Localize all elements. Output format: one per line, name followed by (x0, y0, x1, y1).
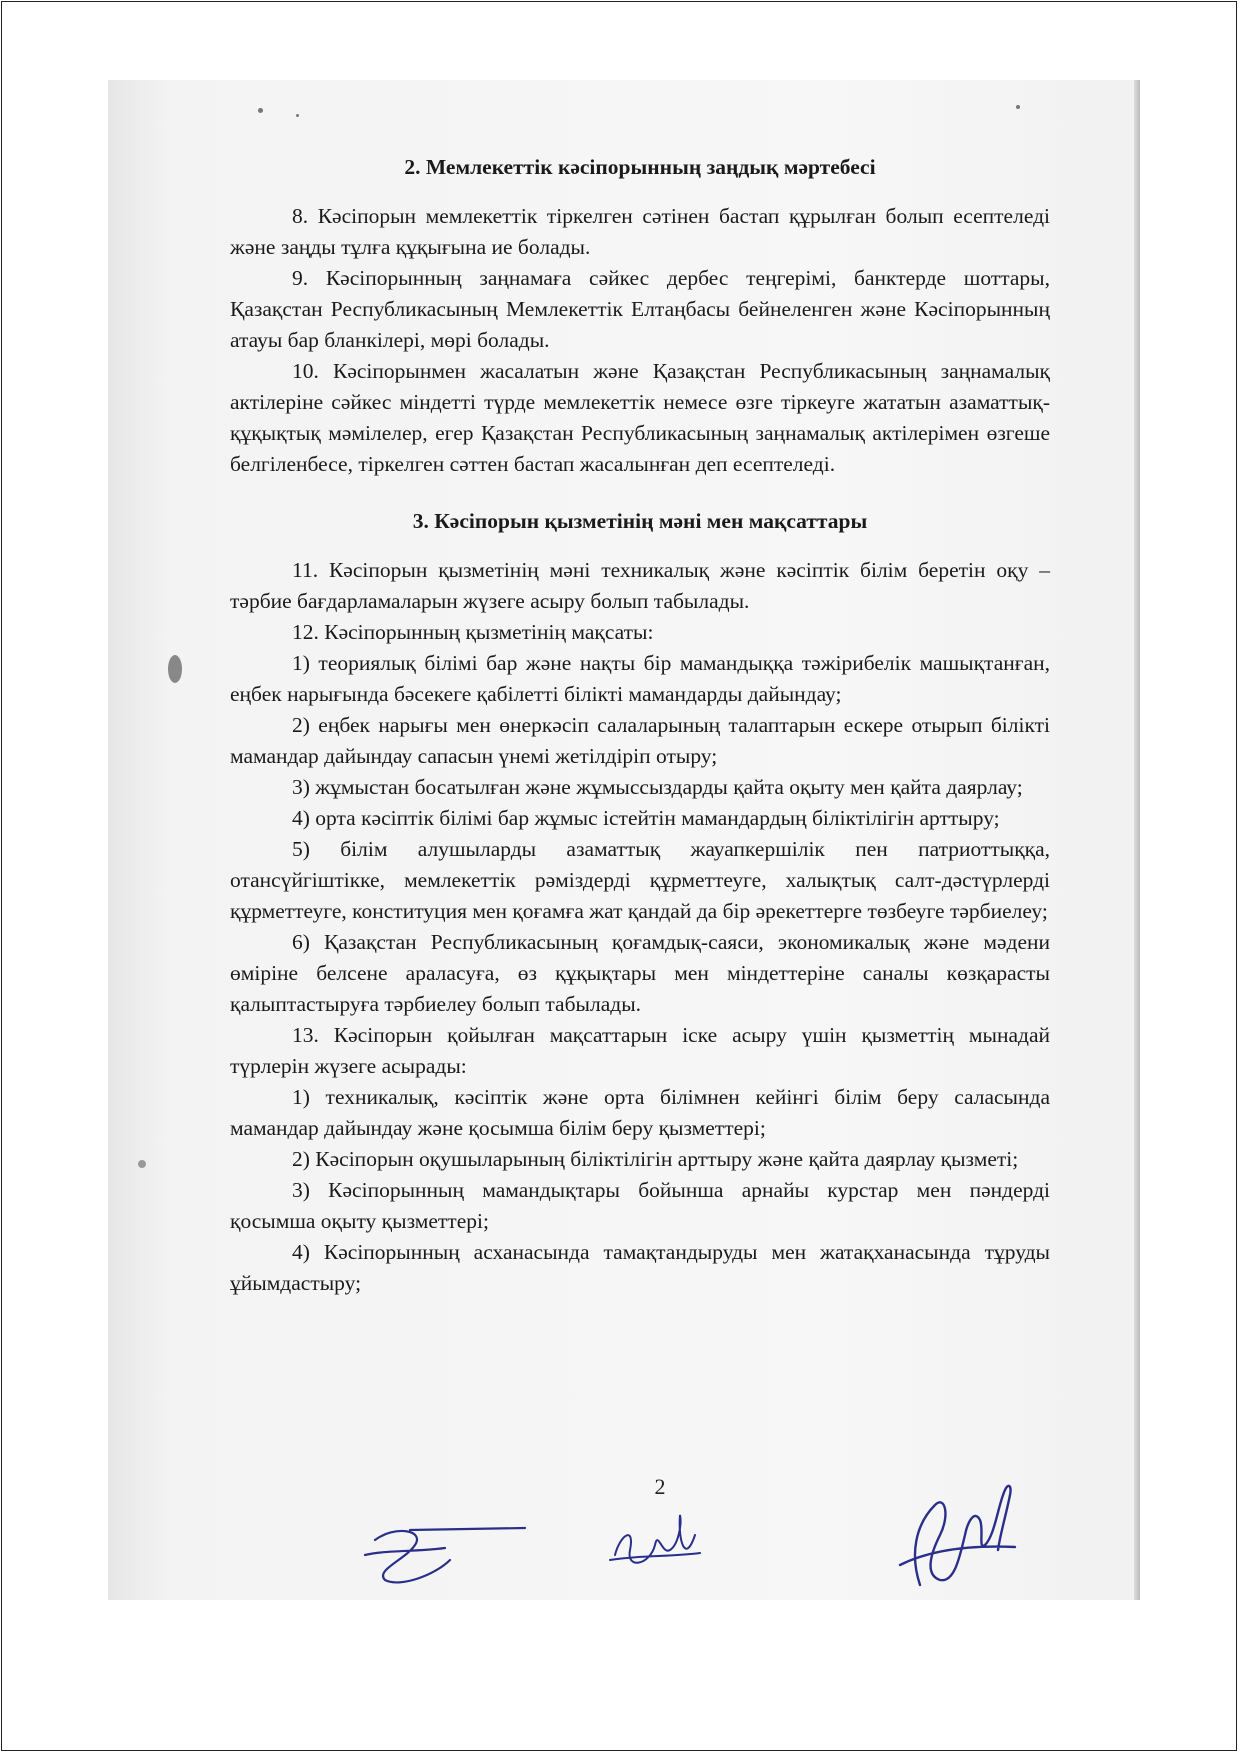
paragraph-13-item-4: 4) Кәсіпорынның асханасында тамақтандыруды мен жатақханасында тұруды ұйымдастыру; (230, 1240, 1050, 1295)
paragraph-10: 10. Кәсіпорынмен жасалатын және Қазақстан Республикасының заңнамалық актілеріне сәйкес міндетті түрде мемлекеттік немесе өзге тіркеуге жататын азаматтық-құқықтық мәмілелер, егер Қазақстан Республикасының заңнамалық актілерімен өзгеше белгіленбесе, тіркелген сәттен бастап жасалынған деп есептеледі. (230, 359, 1050, 476)
section-2-heading: 2. Мемлекеттік кәсіпорынның заңдық мәртебесі (404, 155, 876, 179)
signature-left (355, 1500, 535, 1590)
paragraph-9: 9. Кәсіпорынның заңнамаға сәйкес дербес теңгерімі, банктерде шоттары, Қазақстан Республикасының Мемлекеттік Елтаңбасы бейнеленген және Кәсіпорынның атауы бар бланкілері, мөрі болады. (230, 266, 1050, 352)
paragraph-13-item-3: 3) Кәсіпорынның мамандықтары бойынша арнайы курстар мен пәндерді қосымша оқыту қызметтері; (230, 1178, 1050, 1233)
paragraph-12-item-1: 1) теориялық білімі бар және нақты бір мамандыққа тәжірибелік машықтанған, еңбек нарығында бәсекеге қабілетті білікті мамандарды дайындау; (230, 651, 1050, 706)
paragraph-13-item-1: 1) техникалық, кәсіптік және орта білімнен кейінгі білім беру саласында мамандар дайындау және қосымша білім беру қызметтері; (230, 1085, 1050, 1140)
scan-speck (1016, 105, 1020, 109)
paragraph-8: 8. Кәсіпорын мемлекеттік тіркелген сәтінен бастап құрылған болып есептеледі және заңды тұлға құқығына ие болады. (230, 204, 1050, 259)
paragraph-12-item-5: 5) білім алушыларды азаматтық жауапкершілік пен патриоттыққа, отансүйгіштікке, мемлекеттік рәміздерді құрметтеуге, халықтық салт-дәстүрлерді құрметтеуге, конституция мен қоғамға жат қандай да бір әрекеттерге төзбеуге тәрбиелеу; (230, 837, 1050, 923)
paragraph-12-item-6: 6) Қазақстан Республикасының қоғамдық-саяси, экономикалық және мәдени өміріне белсене араласуға, өз құқықтары мен міндеттеріне саналы көзқарасты қалыптастыруға тәрбиелеу болып табылады. (230, 930, 1050, 1016)
paragraph-12-item-4: 4) орта кәсіптік білімі бар жұмыс істейтін мамандардың біліктілігін арттыру; (292, 806, 1000, 830)
scan-speck (258, 108, 263, 113)
signature-right (880, 1465, 1030, 1600)
scan-edge (1134, 80, 1140, 1600)
section-3-heading: 3. Кәсіпорын қызметінің мәні мен мақсаттары (412, 509, 868, 533)
paragraph-12-item-3: 3) жұмыстан босатылған және жұмыссыздарды қайта оқыту мен қайта даярлау; (292, 775, 1023, 799)
paragraph-13: 13. Кәсіпорын қойылған мақсаттарын іске асыру үшін қызметтің мынадай түрлерін жүзеге асырады: (230, 1023, 1050, 1078)
paragraph-12: 12. Кәсіпорынның қызметінің мақсаты: (292, 620, 654, 644)
paragraph-13-item-2: 2) Кәсіпорын оқушыларының біліктілігін арттыру және қайта даярлау қызметі; (292, 1147, 1019, 1171)
page-number: 2 (654, 1474, 666, 1499)
scan-speck (296, 114, 299, 117)
signature-middle (600, 1495, 710, 1585)
scan-speck (138, 1160, 146, 1168)
document-body (230, 152, 1050, 1299)
paragraph-12-item-2: 2) еңбек нарығы мен өнеркәсіп салаларының талаптарын ескере отырып білікті мамандар дайындау сапасын үнемі жетілдіріп отыру; (230, 713, 1050, 768)
paragraph-11: 11. Кәсіпорын қызметінің мәні техникалық және кәсіптік білім беретін оқу – тәрбие бағдарламаларын жүзеге асыру болып табылады. (230, 558, 1050, 613)
scan-speck (168, 655, 182, 683)
